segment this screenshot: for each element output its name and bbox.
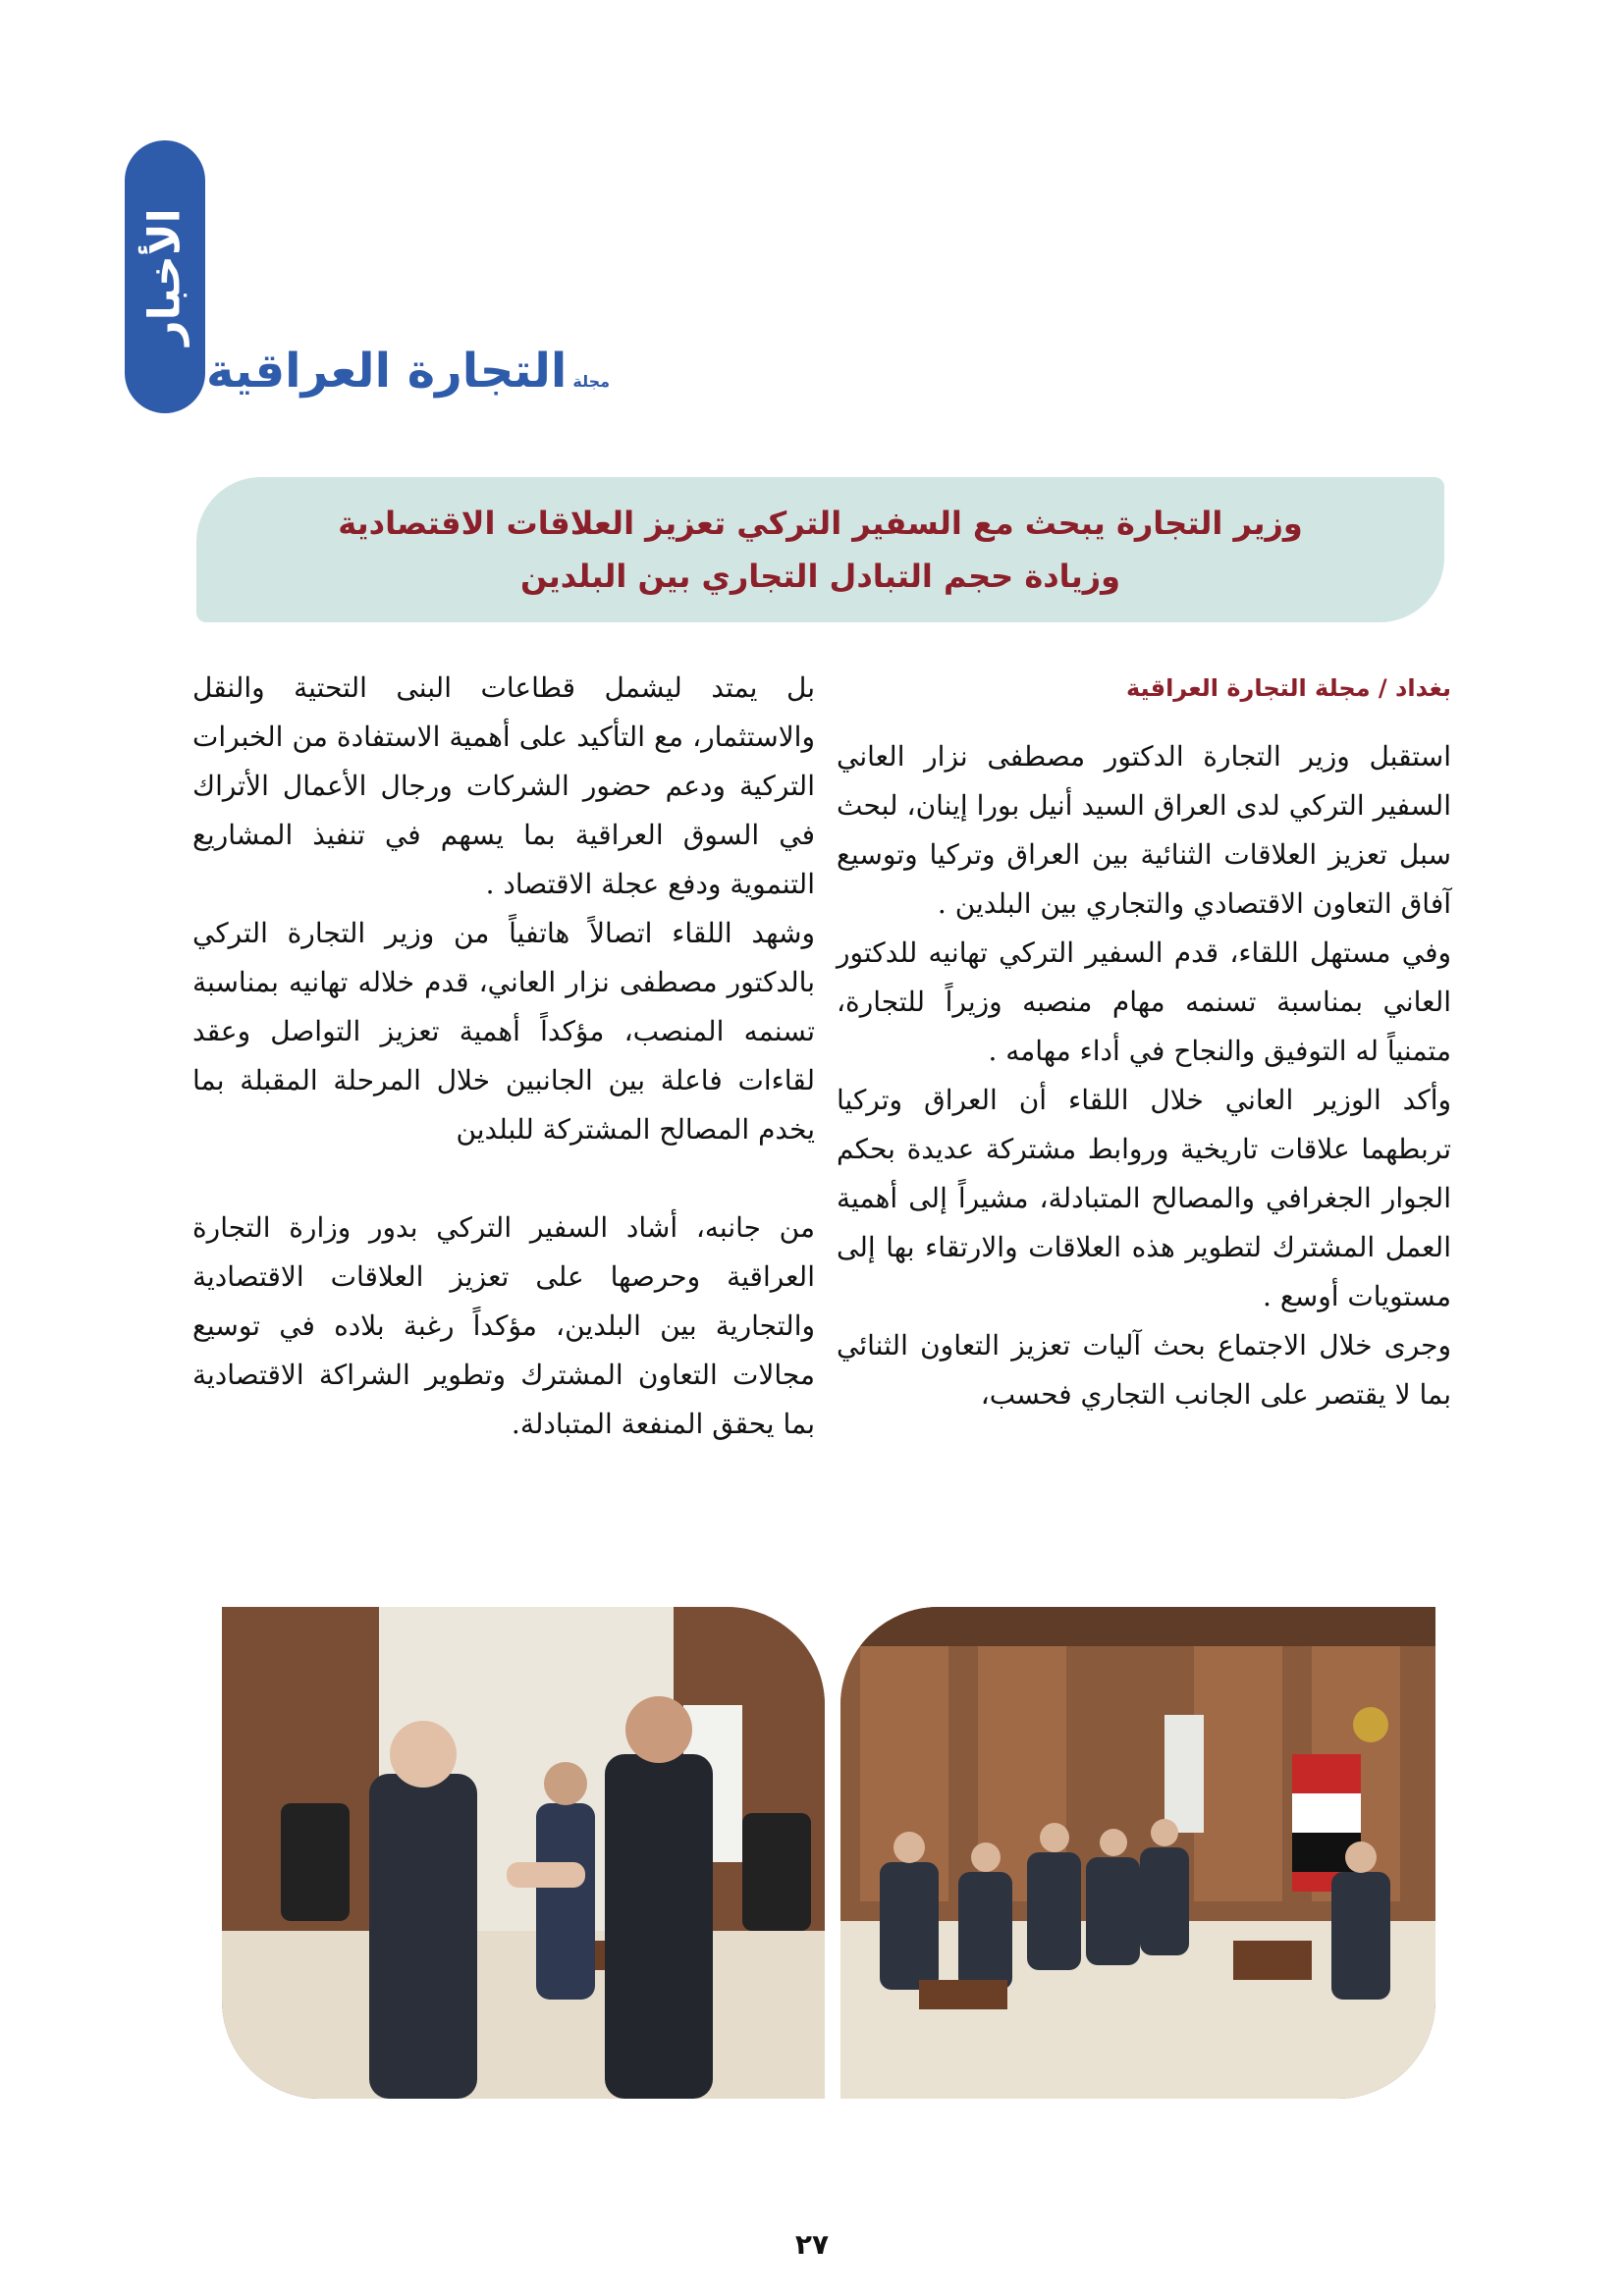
headline-box: [196, 477, 1444, 622]
article-paragraph: من جانبه، أشاد السفير التركي بدور وزارة التجارة العراقية وحرصها على تعزيز العلاقات الاقتصادية والتجارية بين البلدين، مؤكداً رغبة بلاده في توسيع مجالات التعاون المشترك وتطوير الشراكة الاقتصادية بما يحقق المنفعة المتبادلة.: [192, 1211, 815, 1440]
meeting-room-photo: [840, 1607, 1435, 2099]
brand-prefix: مجلة: [572, 372, 611, 391]
meeting-room-illustration: [840, 1607, 1435, 2099]
article-paragraph: بل يمتد ليشمل قطاعات البنى التحتية والنقل والاستثمار، مع التأكيد على أهمية الاستفادة من الخبرات التركية ودعم حضور الشركات ورجال الأعمال الأتراك في السوق العراقية بما يسهم في تنفيذ المشاريع التنموية ودفع عجلة الاقتصاد .: [192, 671, 815, 900]
article-paragraph: وجرى خلال الاجتماع بحث آليات تعزيز التعاون الثنائي بما لا يقتصر على الجانب التجاري فحسب،: [837, 1329, 1451, 1411]
page-number: ٢٧: [794, 2228, 830, 2261]
article-column-right: [837, 664, 1451, 1419]
headline-line-1: وزير التجارة يبحث مع السفير التركي تعزيز العلاقات الاقتصادية: [338, 505, 1303, 542]
handshake-illustration: [222, 1607, 825, 2099]
handshake-photo: [222, 1607, 825, 2099]
article-column-left: [192, 664, 815, 1449]
brand-title: التجارة العراقية: [206, 344, 568, 399]
article-paragraph: وشهد اللقاء اتصالاً هاتفياً من وزير التجارة التركي بالدكتور مصطفى نزار العاني، قدم خلاله تهانيه بمناسبة تسنمه المنصب، مؤكداً أهمية تعزيز التواصل وعقد لقاءات فاعلة بين الجانبين خلال المرحلة المقبلة بما يخدم المصالح المشتركة للبلدين: [192, 917, 815, 1146]
paragraph-spacer: [192, 1154, 815, 1203]
article-byline: بغداد / مجلة التجارة العراقية: [1126, 674, 1451, 702]
article-paragraph: استقبل وزير التجارة الدكتور مصطفى نزار العاني السفير التركي لدى العراق السيد أنيل بورا إينان، لبحث سبل تعزيز العلاقات الثنائية بين العراق وتركيا وتوسيع آفاق التعاون الاقتصادي والتجاري بين البلدين .: [837, 740, 1451, 920]
magazine-logo: [206, 344, 610, 399]
section-tab-label: الأخبار: [139, 208, 190, 346]
article-paragraph: وفي مستهل اللقاء، قدم السفير التركي تهانيه للدكتور العاني بمناسبة تسنمه مهام منصبه وزيراً للتجارة، متمنياً له التوفيق والنجاح في أداء مهامه .: [837, 936, 1451, 1067]
article-paragraph: وأكد الوزير العاني خلال اللقاء أن العراق وتركيا تربطهما علاقات تاريخية وروابط مشتركة عديدة بحكم الجوار الجغرافي والمصالح المتبادلة، مشيراً إلى أهمية العمل المشترك لتطوير هذه العلاقات والارتقاء بها إلى مستويات أوسع .: [837, 1084, 1451, 1312]
headline-line-2: وزيادة حجم التبادل التجاري بين البلدين: [519, 558, 1121, 595]
